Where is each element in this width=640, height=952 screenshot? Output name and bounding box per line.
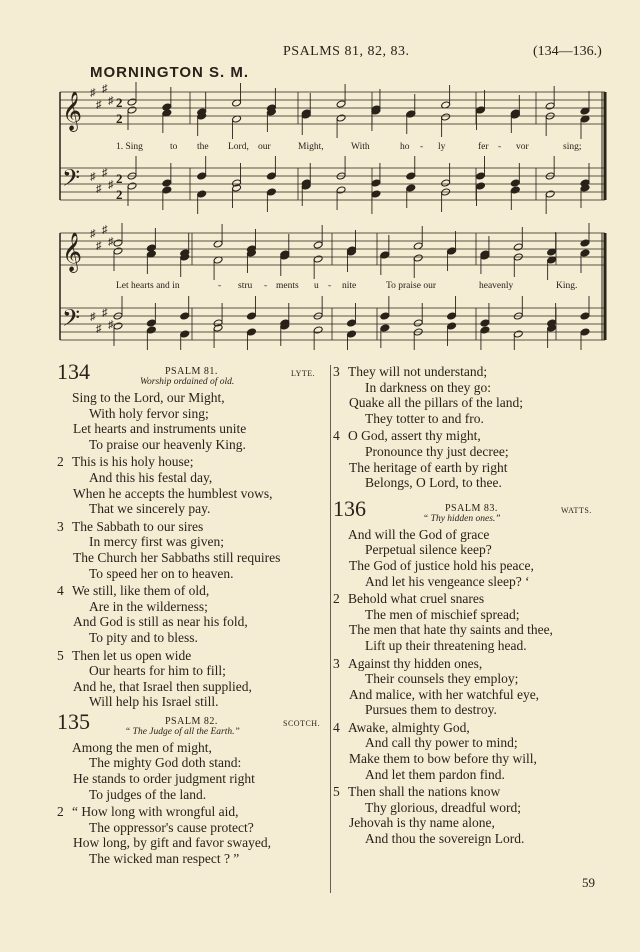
verse-line xyxy=(57,583,327,599)
note-head xyxy=(580,312,590,320)
verse-text: To pity and to bless. xyxy=(89,629,198,645)
note-head xyxy=(513,330,523,338)
sharp-icon: ♯ xyxy=(90,228,96,240)
note-head xyxy=(476,172,486,180)
verse-text: To speed her on to heaven. xyxy=(89,565,234,581)
hymn-number: 136 xyxy=(333,495,366,521)
verse-text: Make them to bow before thy will, xyxy=(349,751,537,767)
sharp-icon: ♯ xyxy=(96,323,102,335)
stanza-number: 4 xyxy=(333,428,340,444)
sharp-icon: ♯ xyxy=(102,167,108,179)
stanza xyxy=(333,591,613,653)
verse-text: Let hearts and instruments unite xyxy=(73,421,247,437)
verse-text: The Church her Sabbaths still requires xyxy=(73,549,281,565)
verse-text: “ How long with wrongful aid, xyxy=(72,804,239,820)
treble-clef-icon: 𝄞 xyxy=(62,232,83,272)
verse-line xyxy=(57,599,327,615)
note-head xyxy=(197,190,207,198)
verse-text: O God, assert thy might, xyxy=(348,428,481,444)
note-head xyxy=(580,328,590,336)
verse-text: Then shall the nations know xyxy=(348,784,501,800)
verse-line xyxy=(57,648,327,664)
note-head xyxy=(447,312,457,320)
note-head xyxy=(162,186,172,194)
verse-line xyxy=(57,614,327,630)
running-header-title: PSALMS 81, 82, 83. xyxy=(283,44,410,59)
psalm-136-text xyxy=(333,527,613,847)
verse-line xyxy=(333,735,613,751)
sharp-icon: ♯ xyxy=(90,311,96,323)
bass-clef-icon: 𝄢 xyxy=(62,304,81,337)
verse-text: And will the God of grace xyxy=(348,526,490,542)
right-column xyxy=(333,364,613,849)
note-head xyxy=(510,179,520,187)
verse-text: In darkness on they go: xyxy=(365,379,491,395)
verse-text: The wicked man respect ? ” xyxy=(89,851,240,867)
stanza-number: 3 xyxy=(57,518,64,534)
note-head xyxy=(313,241,323,249)
sharp-icon: ♯ xyxy=(108,95,114,107)
note-head xyxy=(371,179,381,187)
verse-text: The men that hate thy saints and thee, xyxy=(349,622,553,638)
note-head xyxy=(113,322,123,330)
verse-line xyxy=(57,804,327,820)
psalm-author: SCOTCH. xyxy=(283,718,321,728)
verse-text: To judges of the land. xyxy=(89,786,207,802)
verse-line xyxy=(333,815,613,831)
note-head xyxy=(580,249,590,257)
verse-text: Behold what cruel snares xyxy=(348,591,485,607)
verse-line xyxy=(57,437,327,453)
verse-line xyxy=(57,486,327,502)
verse-text: Our hearts for him to fill; xyxy=(89,663,226,679)
verse-text: Will help his Israel still. xyxy=(89,694,219,710)
sharp-icon: ♯ xyxy=(108,179,114,191)
music-score xyxy=(0,0,640,350)
verse-text: Pronounce thy just decree; xyxy=(365,443,509,459)
stanza xyxy=(57,390,327,452)
verse-text: Jehovah is thy name alone, xyxy=(349,815,495,831)
sharp-icon: ♯ xyxy=(96,99,102,111)
psalm-134-text xyxy=(57,390,327,710)
stanza xyxy=(57,583,327,645)
stanza-number: 4 xyxy=(57,583,64,599)
verse-text: And let his vengeance sleep? ‘ xyxy=(365,573,530,589)
verse-text: This is his holy house; xyxy=(72,454,194,470)
note-head xyxy=(247,328,257,336)
note-head xyxy=(406,184,416,192)
psalm-136-heading xyxy=(333,495,613,531)
psalm-subtitle: Worship ordained of old. xyxy=(140,377,235,387)
verse-line xyxy=(333,720,613,736)
verse-line xyxy=(333,380,613,396)
hymn-number: 134 xyxy=(57,359,90,384)
verse-line xyxy=(333,428,613,444)
verse-line xyxy=(333,460,613,476)
verse-text: And call thy power to mind; xyxy=(365,735,518,751)
note-head xyxy=(146,326,156,334)
verse-line xyxy=(57,694,327,710)
verse-line xyxy=(333,574,613,590)
verse-text: Sing to the Lord, our Might, xyxy=(72,390,225,405)
verse-line xyxy=(333,395,613,411)
verse-text: The God of justice hold his peace, xyxy=(349,557,534,573)
verse-text: Belongs, O Lord, to thee. xyxy=(365,475,502,491)
note-head xyxy=(336,186,346,194)
note-head xyxy=(476,182,486,190)
stanza xyxy=(57,740,327,802)
note-head xyxy=(476,106,486,114)
sharp-icon: ♯ xyxy=(108,236,114,248)
stanza xyxy=(57,454,327,516)
sharp-icon: ♯ xyxy=(102,83,108,95)
verse-line xyxy=(57,679,327,695)
verse-text: Their counsels they employ; xyxy=(365,671,519,687)
stanza-number: 5 xyxy=(57,647,64,663)
note-head xyxy=(480,319,490,327)
sharp-icon: ♯ xyxy=(90,171,96,183)
verse-text: Quake all the pillars of the land; xyxy=(349,395,523,411)
psalm-subtitle: “ Thy hidden ones.” xyxy=(423,513,501,524)
note-head xyxy=(347,330,357,338)
verse-line xyxy=(333,444,613,460)
verse-line xyxy=(333,784,613,800)
stanza-number: 2 xyxy=(57,804,64,820)
stanza xyxy=(333,656,613,718)
verse-text: Lift up their threatening head. xyxy=(365,637,527,653)
note-head xyxy=(380,312,390,320)
note-head xyxy=(347,319,357,327)
sharp-icon: ♯ xyxy=(90,87,96,99)
stanza xyxy=(57,648,327,710)
note-head xyxy=(413,254,423,262)
stanza-number: 4 xyxy=(333,719,340,735)
verse-text: Among the men of might, xyxy=(72,739,212,755)
verse-text: He stands to order judgment right xyxy=(73,771,255,787)
verse-text: We still, like them of old, xyxy=(72,583,210,599)
verse-line xyxy=(333,656,613,672)
verse-line xyxy=(57,771,327,787)
verse-line xyxy=(333,411,613,427)
verse-line xyxy=(57,787,327,803)
psalm-subtitle: “ The Judge of all the Earth.” xyxy=(125,726,240,737)
note-head xyxy=(380,324,390,332)
verse-line xyxy=(57,534,327,550)
note-head xyxy=(266,172,276,180)
note-head xyxy=(545,190,555,198)
verse-line xyxy=(57,820,327,836)
note-head xyxy=(380,251,390,259)
note-head xyxy=(447,322,457,330)
note-head xyxy=(127,106,137,114)
psalm-134-heading xyxy=(57,359,327,394)
verse-line xyxy=(333,687,613,703)
verse-line xyxy=(57,835,327,851)
verse-line xyxy=(333,751,613,767)
verse-text: They totter to and fro. xyxy=(365,410,484,426)
verse-text: Thy glorious, dreadful word; xyxy=(365,799,521,815)
verse-line xyxy=(57,421,327,437)
verse-text: To praise our heavenly King. xyxy=(89,436,246,452)
note-head xyxy=(146,319,156,327)
verse-text: And this his festal day, xyxy=(89,469,213,485)
note-head xyxy=(197,172,207,180)
note-head xyxy=(180,330,190,338)
svg-text:2: 2 xyxy=(116,111,123,126)
verse-text: The heritage of earth by right xyxy=(349,459,508,475)
note-head xyxy=(113,247,123,255)
note-head xyxy=(371,190,381,198)
note-head xyxy=(313,255,323,263)
note-head xyxy=(441,179,451,187)
verse-line xyxy=(57,550,327,566)
verse-text: That we sincerely pay. xyxy=(89,501,211,517)
note-head xyxy=(406,110,416,118)
verse-line xyxy=(57,501,327,517)
note-head xyxy=(127,182,137,190)
verse-line xyxy=(333,671,613,687)
psalm-135-heading xyxy=(57,708,327,744)
psalm-135-continued xyxy=(333,364,613,491)
verse-line xyxy=(333,702,613,718)
note-head xyxy=(336,100,346,108)
verse-text: Against thy hidden ones, xyxy=(348,655,483,671)
stanza-number: 5 xyxy=(333,784,340,800)
stanza xyxy=(333,720,613,782)
verse-line xyxy=(57,755,327,771)
verse-text: When he accepts the humblest vows, xyxy=(73,485,273,501)
verse-line xyxy=(333,622,613,638)
verse-line xyxy=(333,591,613,607)
stanza-number: 3 xyxy=(333,364,340,379)
verse-text: And thou the sovereign Lord. xyxy=(365,831,525,847)
note-head xyxy=(447,247,457,255)
note-head xyxy=(127,98,137,106)
column-divider xyxy=(330,365,331,893)
verse-line xyxy=(333,831,613,847)
sharp-icon: ♯ xyxy=(108,319,114,331)
time-signature: 2 xyxy=(116,171,123,186)
verse-line xyxy=(333,767,613,783)
note-head xyxy=(113,239,123,247)
svg-text:2: 2 xyxy=(116,187,123,202)
psalm-135-text xyxy=(57,740,327,867)
note-head xyxy=(480,326,490,334)
tune-name: MORNINGTON S. M. xyxy=(90,64,250,81)
note-head xyxy=(545,102,555,110)
verse-line xyxy=(333,475,613,491)
verse-line xyxy=(333,542,613,558)
verse-line xyxy=(333,638,613,654)
verse-text: How long, by gift and favor swayed, xyxy=(73,835,271,851)
note-head xyxy=(406,172,416,180)
verse-line xyxy=(57,630,327,646)
verse-line xyxy=(57,470,327,486)
sharp-icon: ♯ xyxy=(96,240,102,252)
sharp-icon: ♯ xyxy=(102,224,108,236)
verse-line xyxy=(57,454,327,470)
note-head xyxy=(313,326,323,334)
note-head xyxy=(580,239,590,247)
note-head xyxy=(266,188,276,196)
verse-text: And let them pardon find. xyxy=(365,766,505,782)
hymn-number: 135 xyxy=(57,708,90,734)
verse-line xyxy=(57,663,327,679)
stanza-number: 2 xyxy=(333,591,340,607)
note-head xyxy=(510,186,520,194)
note-head xyxy=(180,312,190,320)
verse-text: In mercy first was given; xyxy=(89,534,224,550)
note-head xyxy=(413,319,423,327)
stanza-number: 2 xyxy=(57,454,64,470)
left-column xyxy=(57,359,327,869)
verse-text: And God is still as near his fold, xyxy=(73,614,248,630)
verse-text: Awake, almighty God, xyxy=(348,719,470,735)
note-head xyxy=(513,243,523,251)
psalm-author: LYTE. xyxy=(291,369,316,378)
verse-line xyxy=(333,607,613,623)
stanza xyxy=(333,784,613,846)
treble-clef-icon: 𝄞 xyxy=(62,91,83,131)
verse-line xyxy=(333,558,613,574)
psalm-title: PSALM 83. xyxy=(445,502,498,514)
verse-text: The mighty God doth stand: xyxy=(89,755,242,771)
sharp-icon: ♯ xyxy=(102,307,108,319)
verse-text: And malice, with her watchful eye, xyxy=(349,686,540,702)
stanza xyxy=(57,804,327,866)
stanza xyxy=(333,527,613,589)
verse-line xyxy=(57,566,327,582)
note-head xyxy=(247,312,257,320)
note-head xyxy=(162,179,172,187)
verse-line xyxy=(333,800,613,816)
verse-text: They will not understand; xyxy=(348,364,488,379)
verse-text: The oppressor's cause protect? xyxy=(89,819,254,835)
verse-text: The men of mischief spread; xyxy=(365,606,520,622)
verse-text: Then let us open wide xyxy=(72,647,192,663)
verse-line xyxy=(333,364,613,380)
verse-line xyxy=(57,851,327,867)
verse-text: Are in the wilderness; xyxy=(89,598,208,614)
bass-clef-icon: 𝄢 xyxy=(62,164,81,197)
sharp-icon: ♯ xyxy=(96,183,102,195)
stanza xyxy=(57,519,327,581)
verse-text: Pursues them to destroy. xyxy=(365,702,497,718)
verse-line xyxy=(57,406,327,422)
psalm-author: WATTS. xyxy=(561,505,592,515)
time-signature: 2 xyxy=(116,95,123,110)
psalm-title: PSALM 81. xyxy=(165,366,218,377)
psalm-title: PSALM 82. xyxy=(165,715,218,727)
verse-text: And he, that Israel then supplied, xyxy=(73,678,252,694)
stanza-number: 3 xyxy=(333,655,340,671)
page-number: 59 xyxy=(582,875,595,890)
note-head xyxy=(336,114,346,122)
verse-text: With holy fervor sing; xyxy=(89,405,209,421)
stanza xyxy=(333,428,613,490)
verse-text: Perpetual silence keep? xyxy=(365,542,492,558)
stanza xyxy=(333,364,613,426)
verse-text: The Sabbath to our sires xyxy=(72,518,204,534)
running-header-range: (134—136.) xyxy=(533,44,602,59)
verse-line xyxy=(57,519,327,535)
note-head xyxy=(441,113,451,121)
